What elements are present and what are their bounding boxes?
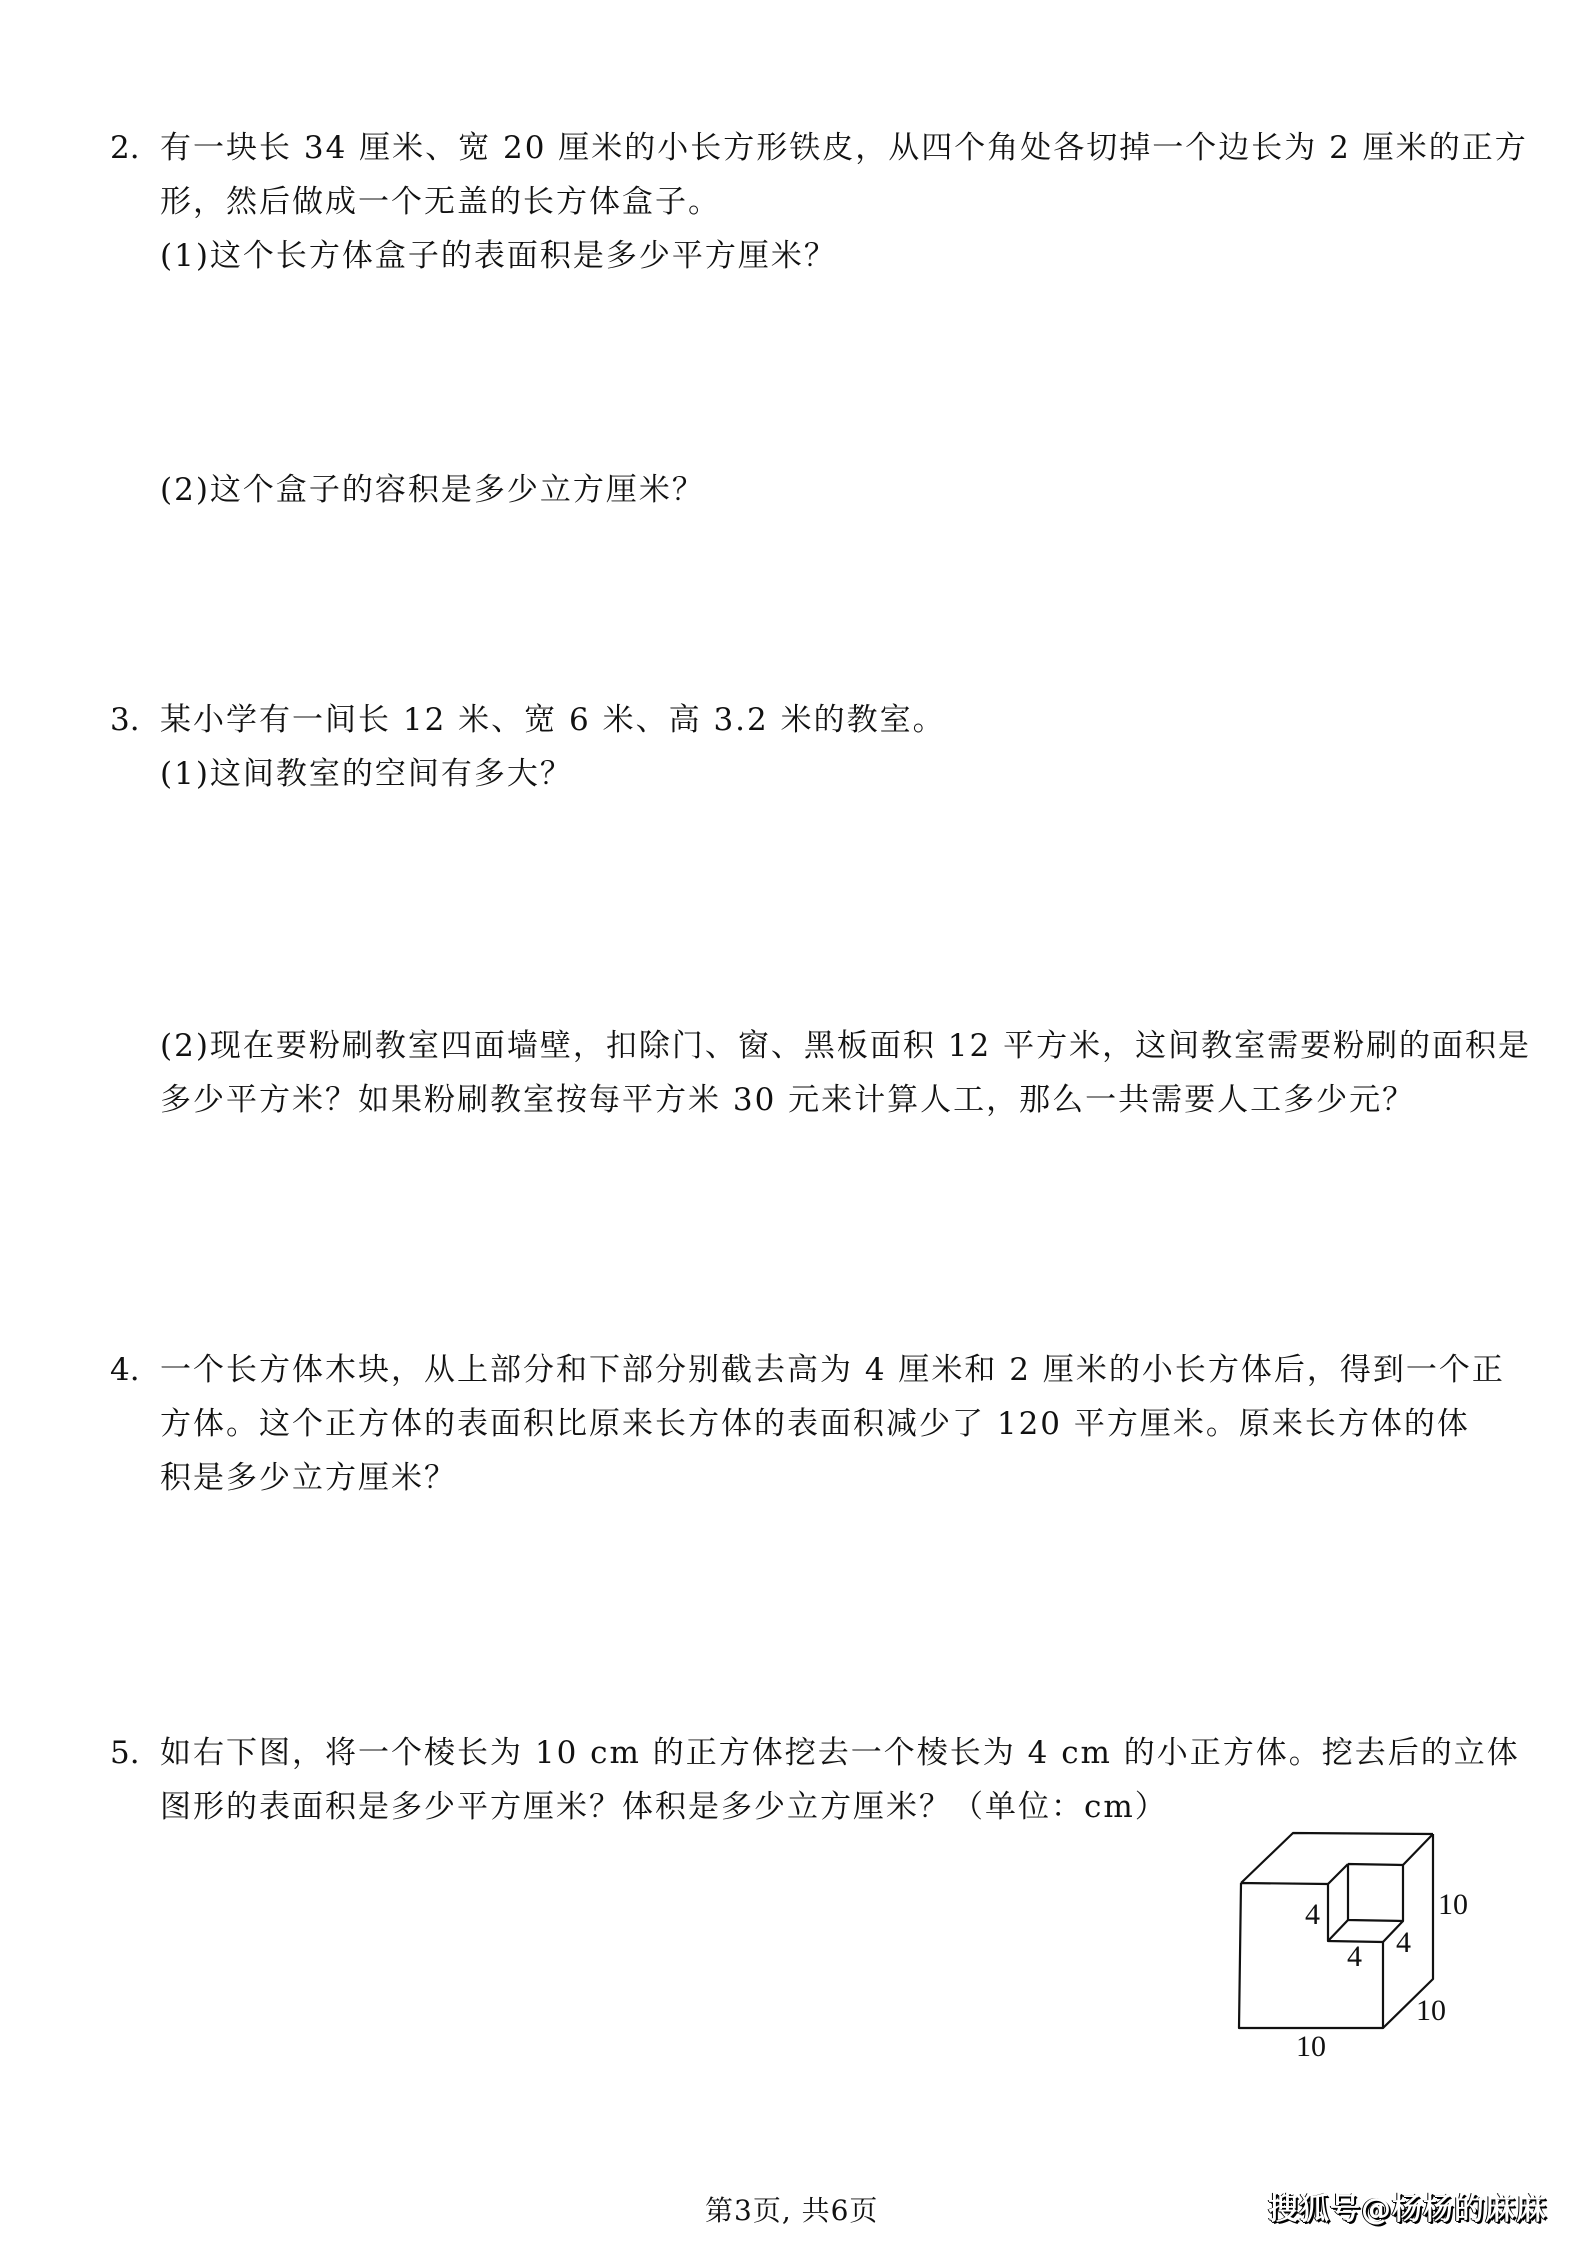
label-notch-height: 4 — [1305, 1898, 1320, 1931]
page-number: 第3页, 共6页 — [705, 2194, 879, 2227]
question-text-line: 方体。这个正方体的表面积比原来长方体的表面积减少了 120 平方厘米。原来长方体的体 — [160, 1406, 1470, 1442]
watermark: 搜狐号@杨杨的麻麻 — [1268, 2192, 1547, 2227]
question-text-line: 如右下图，将一个棱长为 10 cm 的正方体挖去一个棱长为 4 cm 的小正方体。挖去后的立体 — [160, 1735, 1520, 1771]
label-cube-width: 10 — [1296, 2030, 1326, 2063]
question-text-line: 形，然后做成一个无盖的长方体盒子。 — [160, 184, 721, 220]
question-text-line: 积是多少立方厘米？ — [160, 1460, 457, 1496]
sub-question-2: (2)现在要粉刷教室四面墙壁，扣除门、窗、黑板面积 12 平方米，这间教室需要粉刷的面积是 — [160, 1028, 1532, 1064]
question-number: 3. — [110, 702, 140, 738]
label-notch-width: 4 — [1347, 1940, 1362, 1973]
question-number: 2. — [110, 130, 140, 166]
question-number: 4. — [110, 1352, 140, 1388]
question-number: 5. — [110, 1735, 140, 1771]
sub-question-2: (2)这个盒子的容积是多少立方厘米？ — [160, 472, 705, 508]
cube-notch-figure — [1220, 1820, 1490, 2080]
question-text-line: 图形的表面积是多少平方厘米？体积是多少立方厘米？（单位：cm） — [160, 1789, 1168, 1825]
question-text-line: 一个长方体木块，从上部分和下部分别截去高为 4 厘米和 2 厘米的小长方体后，得到一个正 — [160, 1352, 1505, 1388]
sub-question-1: (1)这间教室的空间有多大？ — [160, 756, 573, 792]
label-notch-depth: 4 — [1396, 1926, 1411, 1959]
label-cube-depth: 10 — [1416, 1994, 1446, 2027]
sub-question-1: (1)这个长方体盒子的表面积是多少平方厘米？ — [160, 238, 837, 274]
question-text-line: 有一块长 34 厘米、宽 20 厘米的小长方形铁皮，从四个角处各切掉一个边长为 2 厘米的正方 — [160, 130, 1528, 166]
sub-question-2-cont: 多少平方米？如果粉刷教室按每平方米 30 元来计算人工，那么一共需要人工多少元？ — [160, 1082, 1416, 1118]
label-cube-height: 10 — [1438, 1888, 1468, 1921]
question-text-line: 某小学有一间长 12 米、宽 6 米、高 3.2 米的教室。 — [160, 702, 946, 738]
